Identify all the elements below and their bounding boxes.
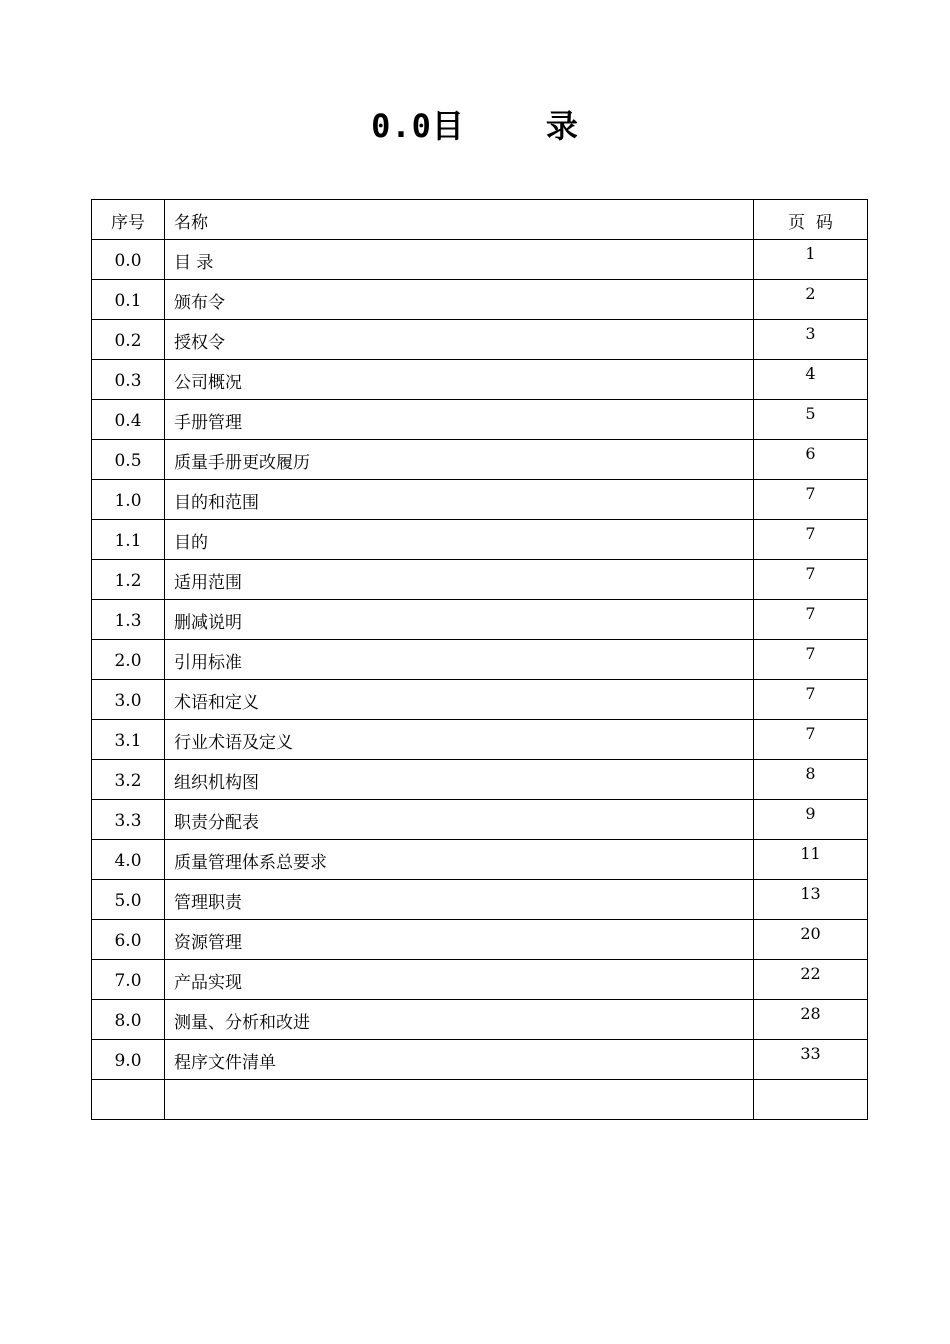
row-number: 3.2: [92, 760, 165, 800]
row-name: [165, 1080, 754, 1120]
row-number: 3.0: [92, 680, 165, 720]
row-name: 目 录: [165, 240, 754, 280]
row-page: 4: [754, 360, 868, 400]
row-number: 3.1: [92, 720, 165, 760]
row-name: 公司概况: [165, 360, 754, 400]
row-name: 职责分配表: [165, 800, 754, 840]
table-row: [92, 920, 868, 960]
row-page: 20: [754, 920, 868, 960]
table-row: [92, 800, 868, 840]
table-row: [92, 760, 868, 800]
header-number: 序号: [92, 200, 165, 240]
row-page: 7: [754, 640, 868, 680]
row-name: 授权令: [165, 320, 754, 360]
row-name: 行业术语及定义: [165, 720, 754, 760]
header-page: 页 码: [754, 200, 868, 240]
row-name: 测量、分析和改进: [165, 1000, 754, 1040]
table-row: [92, 680, 868, 720]
table-row: [92, 560, 868, 600]
table-row: [92, 1000, 868, 1040]
row-page: 7: [754, 560, 868, 600]
row-number: 5.0: [92, 880, 165, 920]
row-number: 1.0: [92, 480, 165, 520]
row-number: 1.3: [92, 600, 165, 640]
table-row: [92, 600, 868, 640]
row-name: 管理职责: [165, 880, 754, 920]
table-row: [92, 840, 868, 880]
row-page: 33: [754, 1040, 868, 1080]
row-name: 目的: [165, 520, 754, 560]
row-page: 28: [754, 1000, 868, 1040]
row-page: 8: [754, 760, 868, 800]
row-page: 22: [754, 960, 868, 1000]
row-name: 删减说明: [165, 600, 754, 640]
row-page: 7: [754, 680, 868, 720]
row-number: 0.5: [92, 440, 165, 480]
row-name: 程序文件清单: [165, 1040, 754, 1080]
table-row: [92, 240, 868, 280]
row-name: 目的和范围: [165, 480, 754, 520]
row-number: 0.3: [92, 360, 165, 400]
row-page: 7: [754, 520, 868, 560]
row-number: 2.0: [92, 640, 165, 680]
toc-table-body: [92, 200, 868, 1120]
row-name: 产品实现: [165, 960, 754, 1000]
table-row: [92, 520, 868, 560]
row-page: 2: [754, 280, 868, 320]
row-number: 7.0: [92, 960, 165, 1000]
page-title: 0.0目 录: [371, 107, 579, 145]
row-number: 6.0: [92, 920, 165, 960]
table-row: [92, 1040, 868, 1080]
table-row: [92, 440, 868, 480]
row-page: 7: [754, 600, 868, 640]
row-number: 0.0: [92, 240, 165, 280]
row-number: 0.4: [92, 400, 165, 440]
row-page: 5: [754, 400, 868, 440]
table-row: [92, 360, 868, 400]
table-row: [92, 720, 868, 760]
row-name: 适用范围: [165, 560, 754, 600]
row-name: 手册管理: [165, 400, 754, 440]
table-row: [92, 640, 868, 680]
row-page: 7: [754, 480, 868, 520]
row-number: 1.2: [92, 560, 165, 600]
row-number: 9.0: [92, 1040, 165, 1080]
row-page: [754, 1080, 868, 1120]
table-row: [92, 1080, 868, 1120]
row-page: 1: [754, 240, 868, 280]
row-page: 7: [754, 720, 868, 760]
row-page: 3: [754, 320, 868, 360]
table-row: [92, 280, 868, 320]
row-number: 1.1: [92, 520, 165, 560]
row-name: 质量管理体系总要求: [165, 840, 754, 880]
row-name: 术语和定义: [165, 680, 754, 720]
row-name: 组织机构图: [165, 760, 754, 800]
header-name: 名称: [165, 200, 754, 240]
table-row: [92, 880, 868, 920]
table-row: [92, 400, 868, 440]
row-name: 质量手册更改履历: [165, 440, 754, 480]
row-number: 0.2: [92, 320, 165, 360]
row-number: 8.0: [92, 1000, 165, 1040]
table-row: [92, 480, 868, 520]
row-name: 引用标准: [165, 640, 754, 680]
row-page: 13: [754, 880, 868, 920]
toc-table: [91, 199, 868, 1120]
row-page: 11: [754, 840, 868, 880]
toc-header-row: [92, 200, 868, 240]
row-number: 3.3: [92, 800, 165, 840]
table-row: [92, 960, 868, 1000]
row-number: [92, 1080, 165, 1120]
row-name: 颁布令: [165, 280, 754, 320]
row-number: 0.1: [92, 280, 165, 320]
row-name: 资源管理: [165, 920, 754, 960]
row-page: 6: [754, 440, 868, 480]
row-number: 4.0: [92, 840, 165, 880]
table-row: [92, 320, 868, 360]
row-page: 9: [754, 800, 868, 840]
